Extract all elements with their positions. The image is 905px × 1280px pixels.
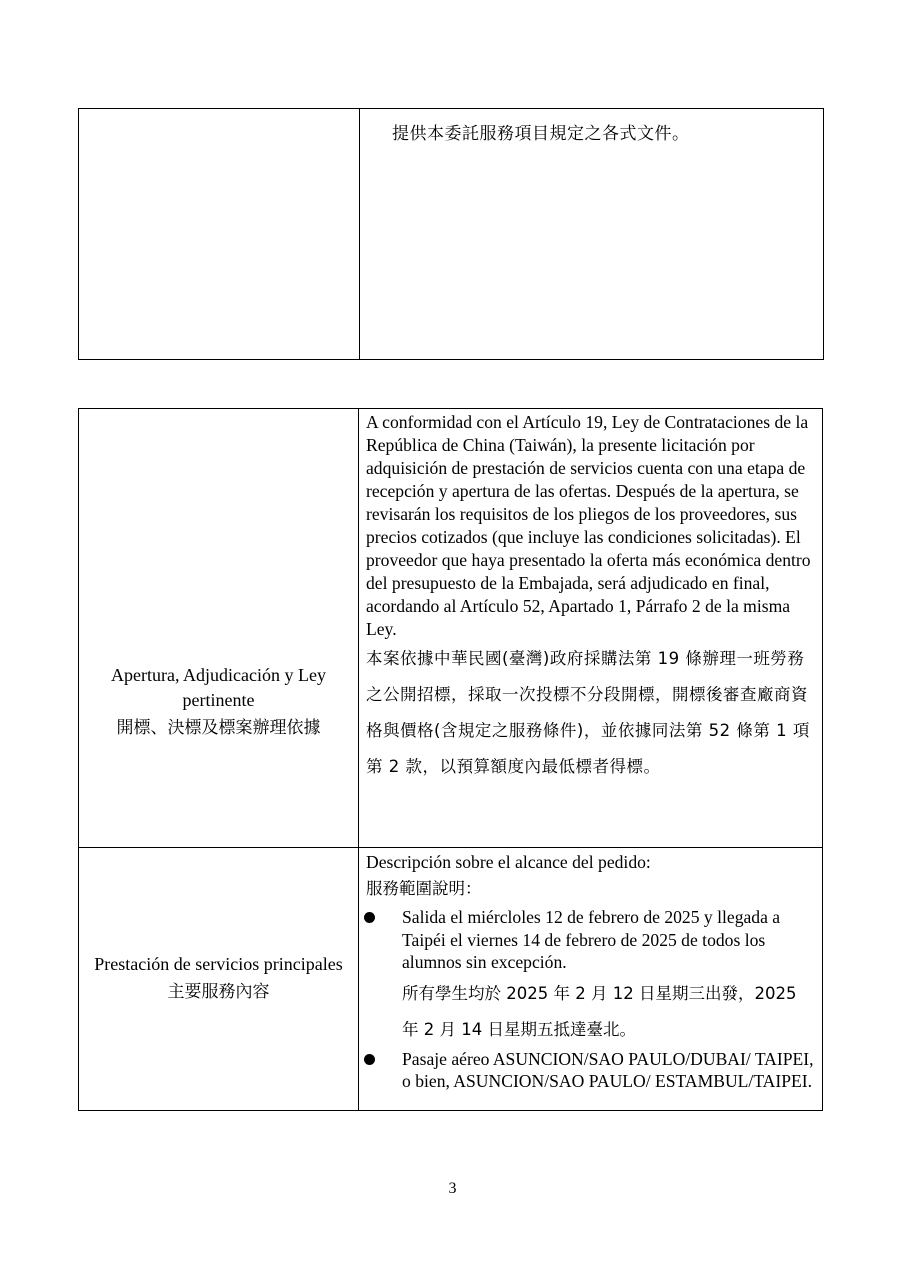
table-row [79, 109, 824, 360]
opening-award-label-cell [79, 409, 359, 848]
opening-award-content-cell [359, 409, 823, 848]
scope-intro-es: Descripción sobre el alcance del pedido: [366, 852, 651, 872]
content-cell [360, 109, 824, 360]
empty-label-cell [79, 109, 360, 360]
services-label-es: Prestación de servicios principales [94, 953, 343, 974]
bullet-text-es: Pasaje aéreo ASUNCION/SAO PAULO/DUBAI/ TAIPEI, o bien, ASUNCION/SAO PAULO/ ESTAMBUL/TAIPEI. [402, 1048, 814, 1091]
opening-award-text-zh: 本案依據中華民國(臺灣)政府採購法第 19 條辦理一班勞務之公開招標，採取一次投標不分段開標，開標後審查廠商資格與價格(含規定之服務條件)，並依據同法第 52 條第 1 項第 2 款，以預算額度內最低標者得標。 [366, 649, 810, 776]
tender-table [78, 408, 823, 1111]
services-content-cell [359, 848, 823, 1111]
opening-award-text-es: A conformidad con el Artículo 19, Ley de Contrataciones de la República de China (Taiwán), la presente licitación por adquisición de prestación de servicios cuenta con una etapa de recepción y apertura de las ofertas. Después de la apertura, se revisarán los requisitos de los pliegos de los proveedores, sus precios cotizados (que incluye las condiciones solicitadas). El proveedor que haya presentado la oferta más económica dentro del presupuesto de la Embajada, será adjudicado en final, acordando al Artículo 52, Apartado 1, Párrafo 2 de la misma Ley. [366, 412, 811, 639]
bullet-icon [364, 1054, 375, 1065]
page-number: 3 [448, 1180, 457, 1197]
bullet-text-zh: 所有學生均於 2025 年 2 月 12 日星期三出發，2025 年 2 月 14 日星期五抵達臺北。 [402, 983, 797, 1039]
table-row [79, 848, 823, 1111]
documents-text: 提供本委託服務項目規定之各式文件。 [392, 124, 690, 144]
bullet-text-es: Salida el miércloles 12 de febrero de 2025 y llegada a Taipéi el viernes 14 de febrero de 2025 de todos los alumnos sin excepción. [402, 907, 781, 972]
bullet-icon [364, 912, 375, 923]
services-label-cell [79, 848, 359, 1111]
services-label-zh: 主要服務內容 [167, 981, 270, 1002]
opening-award-label-es: Apertura, Adjudicación y Ley pertinente [111, 665, 326, 710]
table-continued [78, 108, 824, 360]
scope-intro-zh: 服務範圍說明： [366, 879, 482, 898]
services-list [359, 906, 822, 1093]
table-row [79, 409, 823, 848]
list-item [359, 906, 822, 1048]
list-item [359, 1048, 822, 1093]
opening-award-label-zh: 開標、決標及標案辦理依據 [116, 718, 321, 738]
